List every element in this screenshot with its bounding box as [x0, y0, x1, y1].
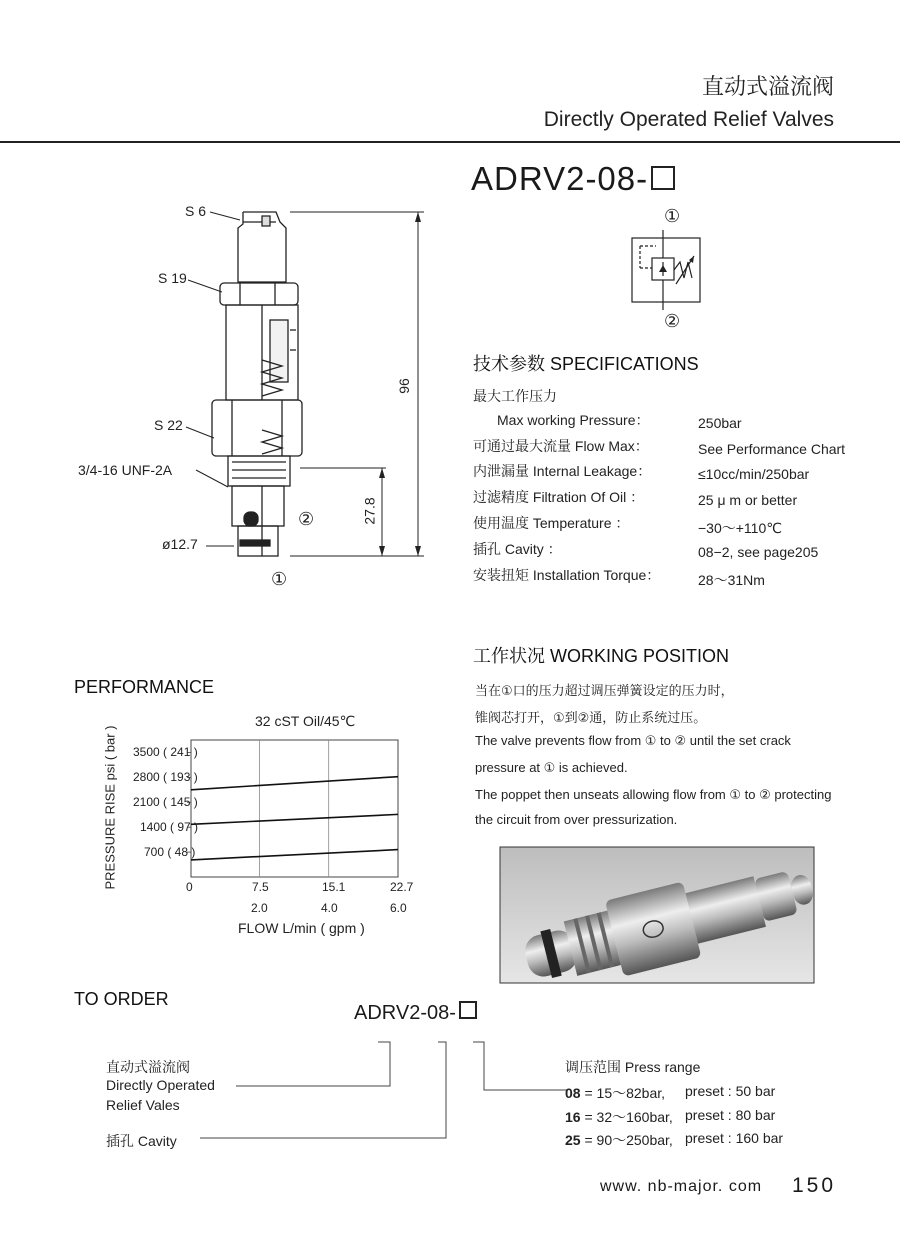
working-line: pressure at ① is achieved.	[475, 760, 628, 775]
symbol-port2: ②	[664, 311, 681, 331]
y-axis-label: PRESSURE RISE psi ( bar )	[102, 725, 118, 890]
spec-label: 插孔 Cavity ：	[473, 541, 562, 557]
footer-url[interactable]: www. nb-major. com	[600, 1178, 763, 1195]
spec-value: 25 μ m or better	[698, 492, 798, 508]
performance-title: PERFORMANCE	[74, 677, 215, 697]
header-title-en: Directly Operated Relief Valves	[543, 108, 834, 131]
range-preset: preset : 80 bar	[685, 1107, 776, 1123]
working-line: 当在①口的压力超过调压弹簧设定的压力时，	[475, 683, 734, 698]
range-code: 25	[565, 1132, 581, 1148]
spec-label: 可通过最大流量 Flow Max：	[473, 438, 649, 454]
x-tick-label-gpm: 6.0	[390, 901, 407, 915]
working-line: The valve prevents flow from ① to ② until the set crack	[475, 733, 791, 748]
header-title-cn: 直动式溢流阀	[701, 74, 834, 99]
spec-value: See Performance Chart	[698, 441, 846, 457]
working-line: 锥阀芯打开，①到②通，防止系统过压。	[475, 710, 707, 725]
working-title: 工作状况 WORKING POSITION	[473, 646, 730, 666]
press-range-item	[565, 1083, 665, 1103]
label-s6: S 6	[185, 203, 207, 219]
x-tick-label: 15.1	[322, 880, 346, 894]
spec-label: 安装扭矩 Installation Torque：	[473, 567, 661, 583]
press-range-item	[565, 1130, 673, 1150]
model-title: ADRV2-08-	[471, 160, 675, 198]
order-cavity: 插孔 Cavity	[106, 1133, 177, 1149]
working-line: the circuit from over pressurization.	[475, 812, 678, 827]
range-value: = 90～250bar,	[584, 1132, 673, 1148]
label-thread: 3/4-16 UNF-2A	[78, 462, 173, 478]
spec-value: 250bar	[698, 415, 742, 431]
label-diameter: ø12.7	[162, 536, 198, 552]
drawing-port2: ②	[298, 509, 315, 529]
range-code: 16	[565, 1109, 581, 1125]
range-preset: preset : 50 bar	[685, 1083, 776, 1099]
chart-title: 32 cST Oil/45℃	[255, 713, 356, 729]
working-line: The poppet then unseats allowing flow from ① to ② protecting	[475, 787, 832, 802]
dim-total: 96	[395, 378, 412, 394]
order-left-en2: Relief Vales	[106, 1097, 180, 1113]
range-preset: preset : 160 bar	[685, 1130, 784, 1146]
spec-label: 最大工作压力	[473, 388, 557, 404]
order-title: TO ORDER	[74, 989, 169, 1009]
dim-lower: 27.8	[361, 497, 378, 525]
drawing-port1: ①	[271, 569, 288, 589]
range-value: = 32～160bar,	[584, 1109, 673, 1125]
x-tick-label: 0	[186, 880, 193, 894]
label-s22: S 22	[154, 417, 183, 433]
x-tick-label: 7.5	[252, 880, 269, 894]
range-value: = 15～82bar,	[584, 1085, 666, 1101]
y-tick-label: 3500 ( 241 )	[133, 745, 198, 759]
y-tick-label: 700 ( 48 )	[144, 845, 196, 859]
label-s19: S 19	[158, 270, 187, 286]
y-tick-label: 2800 ( 193 )	[133, 770, 198, 784]
press-range-title: 调压范围 Press range	[565, 1059, 701, 1075]
y-tick-label: 2100 ( 145 )	[133, 795, 198, 809]
order-left-cn: 直动式溢流阀	[106, 1059, 190, 1075]
order-left-en1: Directly Operated	[106, 1077, 215, 1093]
spec-value: 28～31Nm	[698, 572, 765, 588]
x-tick-label-gpm: 4.0	[321, 901, 338, 915]
spec-value: ≤10cc/min/250bar	[698, 466, 810, 482]
spec-label: 过滤精度 Filtration Of Oil ：	[473, 489, 645, 505]
spec-label: 内泄漏量 Internal Leakage：	[473, 463, 652, 479]
x-axis-label: FLOW L/min ( gpm )	[238, 920, 365, 936]
x-tick-label-gpm: 2.0	[251, 901, 268, 915]
spec-value: 08−2, see page205	[698, 544, 819, 560]
symbol-port1: ①	[664, 206, 681, 226]
spec-label: 使用温度 Temperature ：	[473, 515, 630, 531]
press-range-item	[565, 1107, 673, 1127]
spec-value: −30～+110℃	[698, 520, 782, 536]
range-code: 08	[565, 1085, 581, 1101]
spec-label: Max working Pressure：	[497, 412, 650, 428]
page-number: 150	[792, 1174, 837, 1197]
y-tick-label: 1400 ( 97 )	[140, 820, 199, 834]
specs-title: 技术参数 SPECIFICATIONS	[473, 354, 699, 374]
order-model: ADRV2-08-	[354, 1001, 477, 1025]
x-tick-label: 22.7	[390, 880, 414, 894]
